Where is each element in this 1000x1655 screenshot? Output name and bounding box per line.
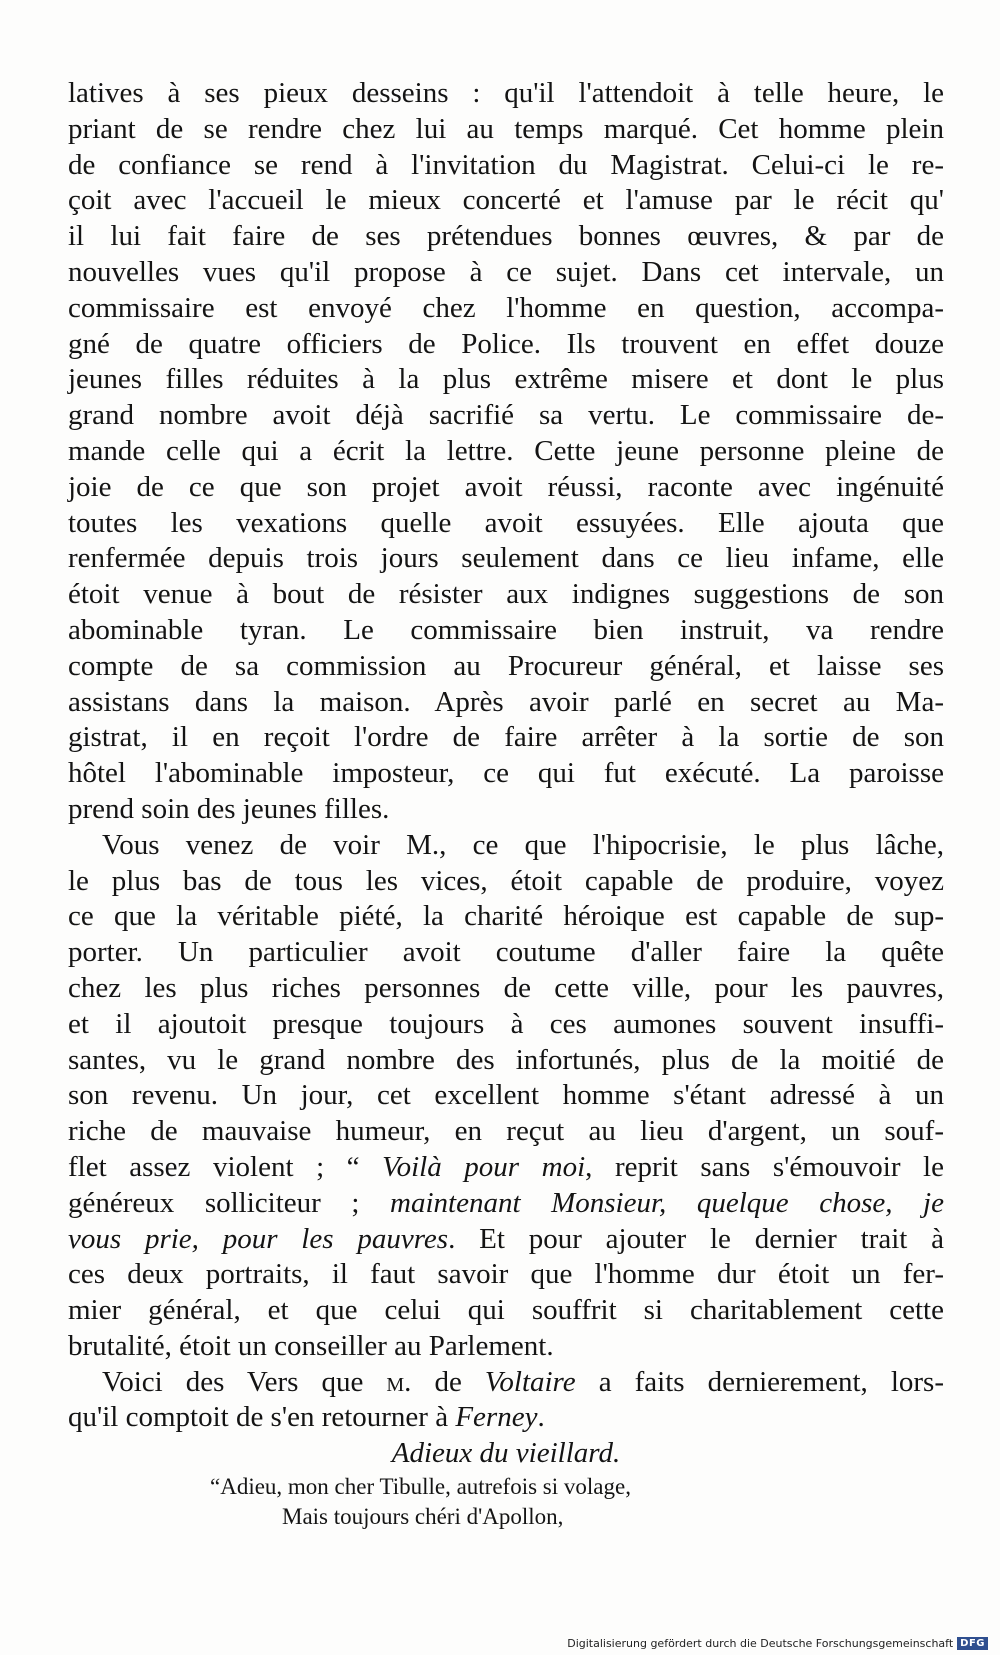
text-line: il lui fait faire de ses prétendues bonnes œuvres, & par de: [68, 220, 944, 253]
paragraph-start-line: Vous venez de voir M., ce que l'hipocrisie, le plus lâche,: [102, 828, 944, 861]
verse-line: “Adieu, mon cher Tibulle, autrefois si volage,: [210, 1474, 631, 1500]
italic-run: Voilà pour moi: [382, 1150, 586, 1183]
text-run: flet assez violent ; “: [68, 1150, 383, 1183]
text-line: mande celle qui a écrit la lettre. Cette jeune personne pleine de: [68, 434, 944, 467]
text-line: prend soin des jeunes filles.: [68, 792, 390, 825]
paragraph-start-line: [68, 1365, 944, 1401]
text-line: son revenu. Un jour, cet excellent homme s'étant adressé à un: [68, 1079, 944, 1112]
text-line: assistans dans la maison. Après avoir parlé en secret au Ma-: [68, 685, 944, 718]
text-line: hôtel l'abominable imposteur, ce qui fut exécuté. La paroisse: [68, 757, 944, 790]
text-line: grand nombre avoit déjà sacrifié sa vertu. Le commissaire de-: [68, 399, 944, 432]
text-run: généreux solliciteur ;: [68, 1186, 391, 1219]
text-line: compte de sa commission au Procureur général, et laisse ses: [68, 649, 944, 682]
text-line: brutalité, étoit un conseiller au Parlement.: [68, 1329, 554, 1362]
text-run: qu'il comptoit de s'en retourner à: [68, 1401, 456, 1434]
text-line: gistrat, il en reçoit l'ordre de faire arrêter à la sortie de son: [68, 721, 944, 754]
text-line: [68, 1186, 944, 1222]
verse-title: Adieux du vieillard.: [391, 1437, 621, 1470]
text-line: le plus bas de tous les vices, étoit capable de produire, voyez: [68, 864, 944, 897]
text-line: priant de se rendre chez lui au temps marqué. Cet homme plein: [68, 112, 944, 145]
text-line: ces deux portraits, il faut savoir que l'homme dur étoit un fer-: [68, 1258, 944, 1291]
text-line: abominable tyran. Le commissaire bien instruit, va rendre: [68, 613, 944, 646]
dfg-logo: DFG: [957, 1637, 988, 1650]
italic-run: vous prie, pour les pauvres: [68, 1222, 449, 1255]
text-line: et il ajoutoit presque toujours à ces aumones souvent insuffi-: [68, 1007, 944, 1040]
text-line: çoit avec l'accueil le mieux concerté et l'amuse par le récit qu': [68, 184, 944, 217]
text-line: renfermée depuis trois jours seulement dans ce lieu infame, elle: [68, 542, 944, 575]
verse-line: Mais toujours chéri d'Apollon,: [282, 1504, 564, 1530]
text-line: [68, 1150, 944, 1186]
body-text: [68, 76, 944, 1532]
italic-run: maintenant Monsieur, quelque chose, je: [390, 1186, 944, 1219]
text-line: toutes les vexations quelle avoit essuyées. Elle ajouta que: [68, 506, 944, 539]
smallcaps-run: m.: [386, 1365, 412, 1398]
text-line: [68, 1222, 944, 1258]
text-line: latives à ses pieux desseins : qu'il l'attendoit à telle heure, le: [68, 77, 944, 109]
text-line: jeunes filles réduites à la plus extrême misere et dont le plus: [68, 363, 944, 396]
text-run: de: [411, 1365, 485, 1398]
text-run: a faits dernierement, lors-: [575, 1365, 944, 1398]
digitization-footer: [567, 1635, 988, 1651]
italic-run: Voltaire: [484, 1365, 576, 1398]
text-line: ce que la véritable piété, la charité héroique est capable de sup-: [68, 900, 944, 933]
text-run: Voici des Vers que: [102, 1365, 387, 1398]
text-run: .: [537, 1401, 545, 1434]
text-line: mier général, et que celui qui souffrit si charitablement cette: [68, 1294, 944, 1327]
text-line: santes, vu le grand nombre des infortunés, plus de la moitié de: [68, 1043, 944, 1076]
text-line: commissaire est envoyé chez l'homme en question, accompa-: [68, 291, 944, 324]
footer-text: Digitalisierung gefördert durch die Deutsche Forschungsgemeinschaft: [567, 1636, 954, 1650]
text-line: nouvelles vues qu'il propose à ce sujet. Dans cet intervale, un: [68, 255, 944, 288]
text-line: chez les plus riches personnes de cette ville, pour les pauvres,: [68, 971, 944, 1004]
text-line: étoit venue à bout de résister aux indignes suggestions de son: [68, 578, 944, 611]
text-run: , reprit sans s'émouvoir le: [585, 1150, 944, 1183]
text-line: porter. Un particulier avoit coutume d'aller faire la quête: [68, 936, 944, 969]
text-line: [68, 1400, 944, 1436]
text-line: joie de ce que son projet avoit réussi, raconte avec ingénuité: [68, 470, 944, 503]
text-line: de confiance se rend à l'invitation du Magistrat. Celui-ci le re-: [68, 148, 944, 181]
text-line: riche de mauvaise humeur, en reçut au lieu d'argent, un souf-: [68, 1115, 944, 1148]
italic-run: Ferney: [455, 1401, 538, 1434]
text-line: gné de quatre officiers de Police. Ils trouvent en effet douze: [68, 327, 944, 360]
text-run: . Et pour ajouter le dernier trait à: [448, 1222, 944, 1255]
